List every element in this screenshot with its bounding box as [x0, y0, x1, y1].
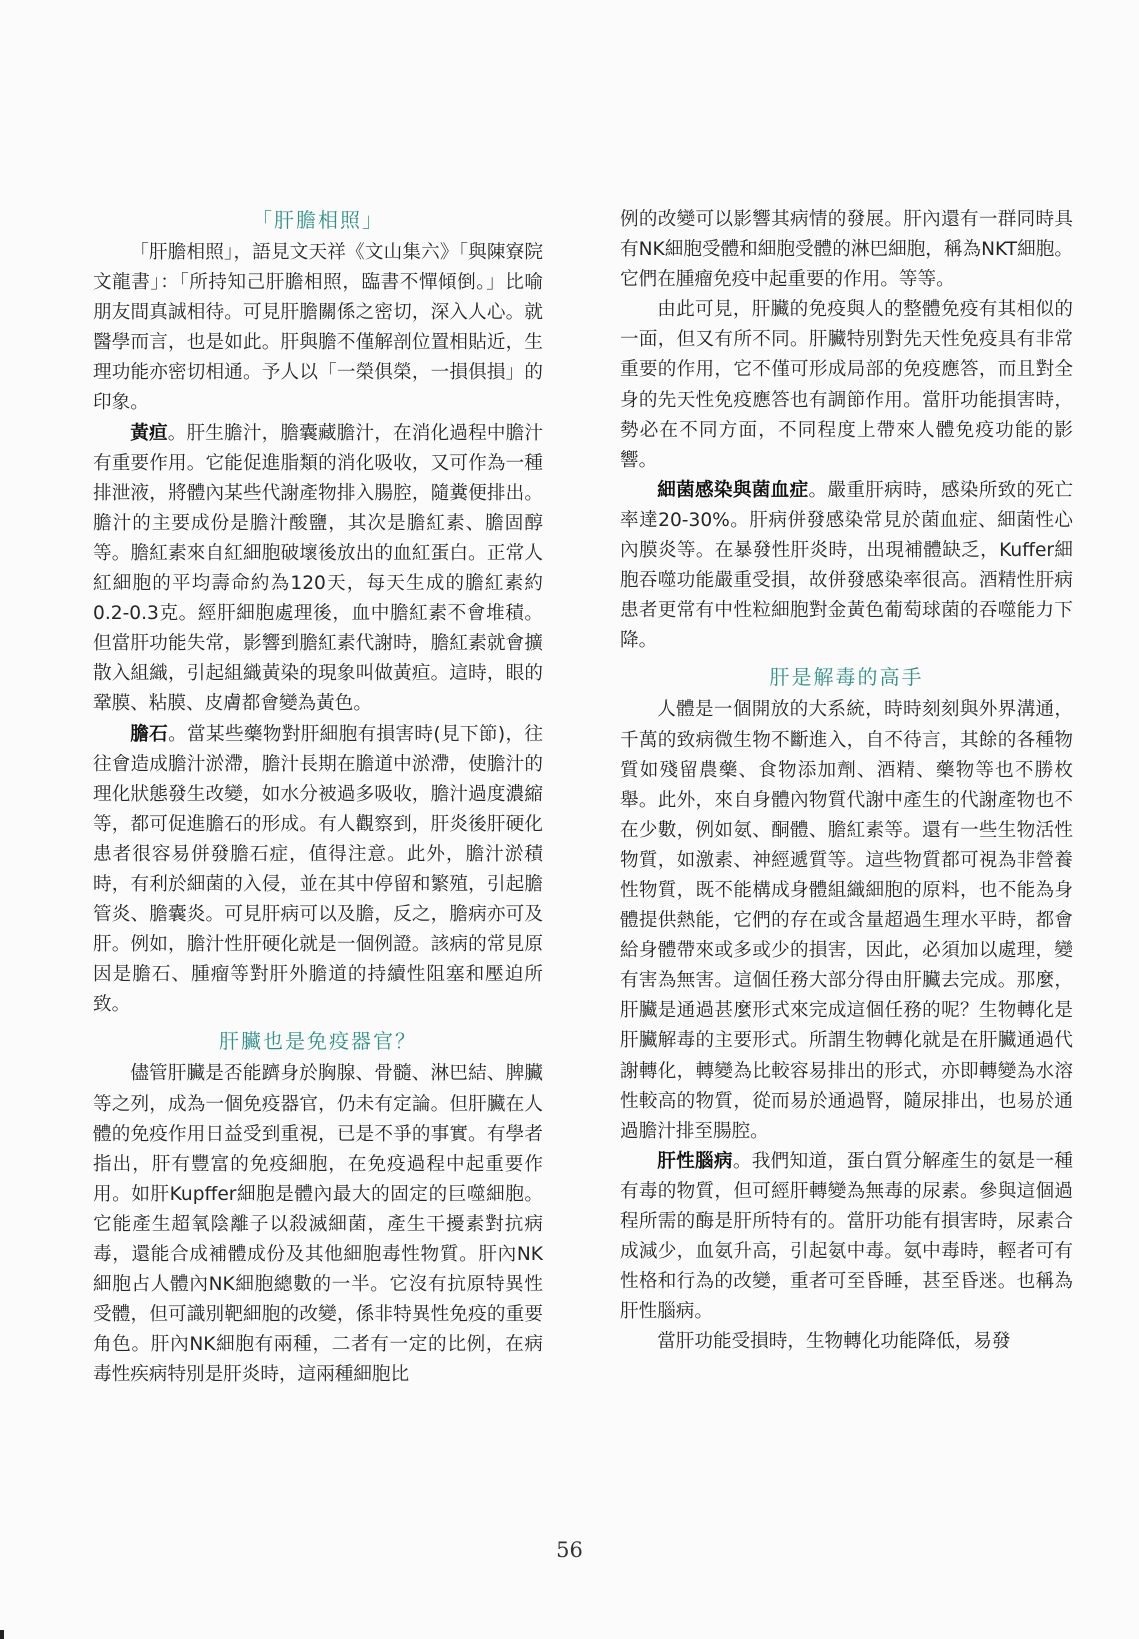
right-column: [620, 205, 1073, 1357]
paragraph-final: 當肝功能受損時，生物轉化功能降低，易發: [657, 1331, 1011, 1353]
infection-text: 。嚴重肝病時，感染所致的死亡率達20-30%。肝病併發感染常見於菌血症、細菌性心內膜炎等。在暴發性肝炎時，出現補體缺乏，Kuffer細胞吞噬功能嚴重受損，故併發感染率很高。酒精性肝病患者更常有中性粒細胞對金黃色葡萄球菌的吞噬能力下降。: [620, 479, 1073, 652]
paragraph-immune-cont: 例的改變可以影響其病情的發展。肝內還有一群同時具有NK細胞受體和細胞受體的淋巴細胞，稱為NKT細胞。它們在腫瘤免疫中起重要的作用。等等。: [620, 209, 1073, 291]
gallstone-text: 。當某些藥物對肝細胞有損害時(見下節)，往往會造成膽汁淤滯，膽汁長期在膽道中淤滯，使膽汁的理化狀態發生改變，如水分被過多吸收，膽汁過度濃縮等，都可促進膽石的形成。有人觀察到，肝炎後肝硬化患者很容易併發膽石症，值得注意。此外，膽汁淤積時，有利於細菌的入侵，並在其中停留和繁殖，引起膽管炎、膽囊炎。可見肝病可以及膽，反之，膽病亦可及肝。例如，膽汁性肝硬化就是一個例證。該病的常見原因是膽石、腫瘤等對肝外膽道的持續性阻塞和壓迫所致。: [93, 723, 543, 1016]
paragraph-hepatic-encephalopathy: [620, 1147, 1073, 1328]
section-heading-liver-gallbladder: 「肝膽相照」: [252, 208, 384, 232]
page-number: 56: [556, 1538, 583, 1562]
jaundice-text: 。肝生膽汁，膽囊藏膽汁，在消化過程中膽汁有重要作用。它能促進脂類的消化吸收，又可作為一種排泄液，將體內某些代謝產物排入腸腔，隨糞便排出。膽汁的主要成份是膽汁酸鹽，其次是膽紅素、膽固醇等。膽紅素來自紅細胞破壞後放出的血紅蛋白。正常人紅細胞的平均壽命約為120天，每天生成的膽紅素約0.2-0.3克。經肝細胞處理後，血中膽紅素不會堆積。但當肝功能失常，影響到膽紅素代謝時，膽紅素就會擴散入組織，引起組織黃染的現象叫做黃疸。這時，眼的鞏膜、粘膜、皮膚都會變為黃色。: [93, 422, 543, 715]
term-infection: 細菌感染與菌血症: [657, 479, 809, 501]
term-jaundice: 黃疸: [130, 422, 168, 444]
paragraph-gallstone: [93, 720, 543, 1021]
term-hepatic-encephalopathy: 肝性腦病: [657, 1150, 733, 1172]
paragraph-immune: 儘管肝臟是否能躋身於胸腺、骨髓、淋巴結、脾臟等之列，成為一個免疫器官，仍未有定論。但肝臟在人體的免疫作用日益受到重視，已是不爭的事實。有學者指出，肝有豐富的免疫細胞，在免疫過程中起重要作用。如肝Kupffer細胞是體內最大的固定的巨噬細胞。它能產生超氧陰離子以殺滅細菌，產生干擾素對抗病毒，還能合成補體成份及其他細胞毒性物質。肝內NK細胞占人體內NK細胞總數的一半。它沒有抗原特異性受體，但可識別靶細胞的改變，係非特異性免疫的重要角色。肝內NK細胞有兩種，二者有一定的比例，在病毒性疾病特別是肝炎時，這兩種細胞比: [93, 1063, 543, 1386]
corner-mark: [0, 1630, 4, 1639]
paragraph-jaundice: [93, 419, 543, 720]
paragraph-detox: 人體是一個開放的大系統，時時刻刻與外界溝通，千萬的致病微生物不斷進入，自不待言，其餘的各種物質如殘留農藥、食物添加劑、酒精、藥物等也不勝枚舉。此外，來自身體內物質代謝中產生的代謝產物也不在少數，例如氨、酮體、膽紅素等。還有一些生物活性物質，如激素、神經遞質等。這些物質都可視為非營養性物質，既不能構成身體組織細胞的原料，也不能為身體提供熱能，它們的存在或含量超過生理水平時，都會給身體帶來或多或少的損害，因此，必須加以處理，變有害為無害。這個任務大部分得由肝臟去完成。那麼，肝臟是通過甚麼形式來完成這個任務的呢？生物轉化是肝臟解毒的主要形式。所謂生物轉化就是在肝臟通過代謝轉化，轉變為比較容易排出的形式，亦即轉變為水溶性較高的物質，從而易於通過腎，隨尿排出，也易於通過膽汁排至腸腔。: [620, 699, 1073, 1142]
hepatic-encephalopathy-text: 。我們知道，蛋白質分解產生的氨是一種有毒的物質，但可經肝轉變為無毒的尿素。參與這個過程所需的酶是肝所特有的。當肝功能有損害時，尿素合成減少，血氨升高，引起氨中毒。氨中毒時，輕者可有性格和行為的改變，重者可至昏睡，甚至昏迷。也稱為肝性腦病。: [620, 1150, 1073, 1323]
section-heading-detox: 肝是解毒的高手: [769, 665, 924, 690]
paragraph-intro: 「肝膽相照」，語見文天祥《文山集六》「與陳寮院文龍書」：「所持知己肝膽相照，臨書不憚傾倒。」比喻朋友間真誠相待。可見肝膽關係之密切，深入人心。就醫學而言，也是如此。肝與膽不僅解剖位置相貼近，生理功能亦密切相通。予人以「一榮俱榮，一損俱損」的印象。: [93, 242, 543, 414]
paragraph-infection: [620, 476, 1073, 657]
paragraph-immune-summary: 由此可見，肝臟的免疫與人的整體免疫有其相似的一面，但又有所不同。肝臟特別對先天性免疫具有非常重要的作用，它不僅可形成局部的免疫應答，而且對全身的先天性免疫應答也有調節作用。當肝功能損害時，勢必在不同方面，不同程度上帶來人體免疫功能的影響。: [620, 299, 1073, 471]
left-column: [93, 205, 543, 1390]
term-gallstone: 膽石: [130, 723, 169, 745]
section-heading-immune-organ: 肝臟也是免疫器官？: [219, 1029, 417, 1054]
